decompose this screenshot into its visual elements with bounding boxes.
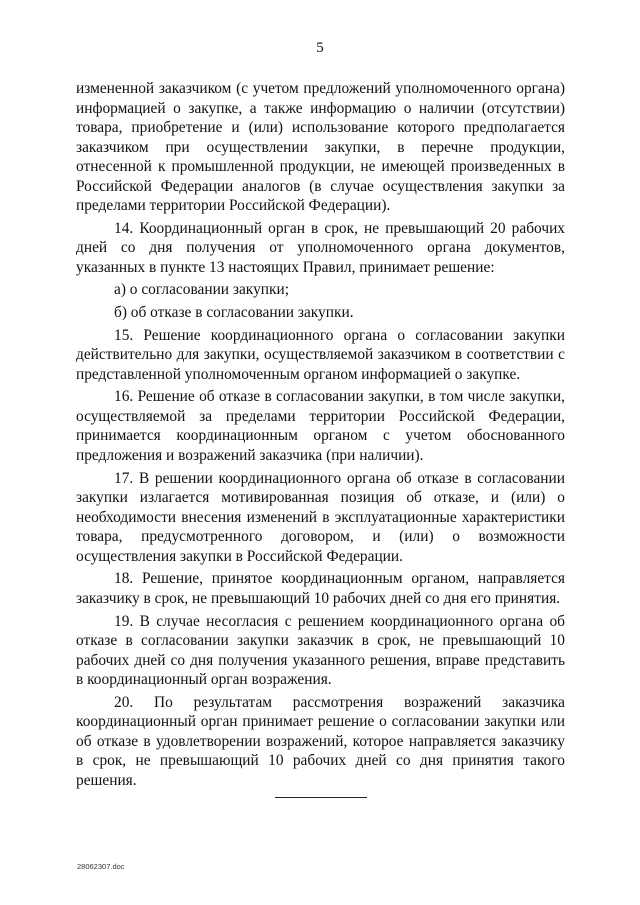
paragraph-15: 15. Решение координационного органа о согласовании закупки действительно для закупки, осуществляемой заказчиком в соответствии с представленной уполномоченным органом информацией о закупке. — [76, 326, 565, 383]
paragraph-14: 14. Координационный орган в срок, не превышающий 20 рабочих дней со дня получения от уполномоченного органа документов, указанных в пункте 13 настоящих Правил, принимает решение: — [76, 219, 565, 276]
paragraph-14-item-b: б) об отказе в согласовании закупки. — [114, 304, 354, 322]
paragraph-19: 19. В случае несогласия с решением координационного органа об отказе в согласовании закупки заказчик в срок, не превышающий 10 рабочих дней со дня получения указанного решения, вправе представить в координационный орган возражения. — [76, 612, 565, 688]
paragraph-14-item-a: а) о согласовании закупки; — [114, 281, 289, 299]
end-of-document-rule — [275, 797, 367, 798]
paragraph-18: 18. Решение, принятое координационным органом, направляется заказчику в срок, не превышающий 10 рабочих дней со дня его принятия. — [76, 570, 565, 607]
page-number: 5 — [316, 40, 324, 56]
paragraph-20: 20. По результатам рассмотрения возражений заказчика координационный орган принимает решение о согласовании закупки или об отказе в удовлетворении возражений, которое направляется заказчику в срок, не превышающий 10 рабочих дней со дня принятия такого решения. — [76, 693, 565, 789]
paragraph-17: 17. В решении координационного органа об отказе в согласовании закупки излагается мотивированная позиция об отказе, и (или) о необходимости внесения изменений в эксплуатационные характеристики товара, предусмотренного договором, и (или) о возможности осуществления закупки в Российской Федерации. — [76, 469, 565, 565]
paragraph-continuation: измененной заказчиком (с учетом предложений уполномоченного органа) информацией о закупке, а также информацию о наличии (отсутствии) товара, приобретение и (или) использование которого предполагается заказчиком при осуществлении закупки, в перечне продукции, отнесенной к промышленной продукции, не имеющей произведенных в Российской Федерации аналогов (в случае осуществления закупки за пределами территории Российской Федерации). — [76, 80, 565, 214]
footer-filename: 28062307.doc — [77, 862, 125, 871]
document-body — [76, 79, 565, 793]
paragraph-16: 16. Решение об отказе в согласовании закупки, в том числе закупки, осуществляемой за пределами территории Российской Федерации, принимается координационным органом с учетом обоснованного предложения и возражений заказчика (при наличии). — [76, 388, 565, 464]
